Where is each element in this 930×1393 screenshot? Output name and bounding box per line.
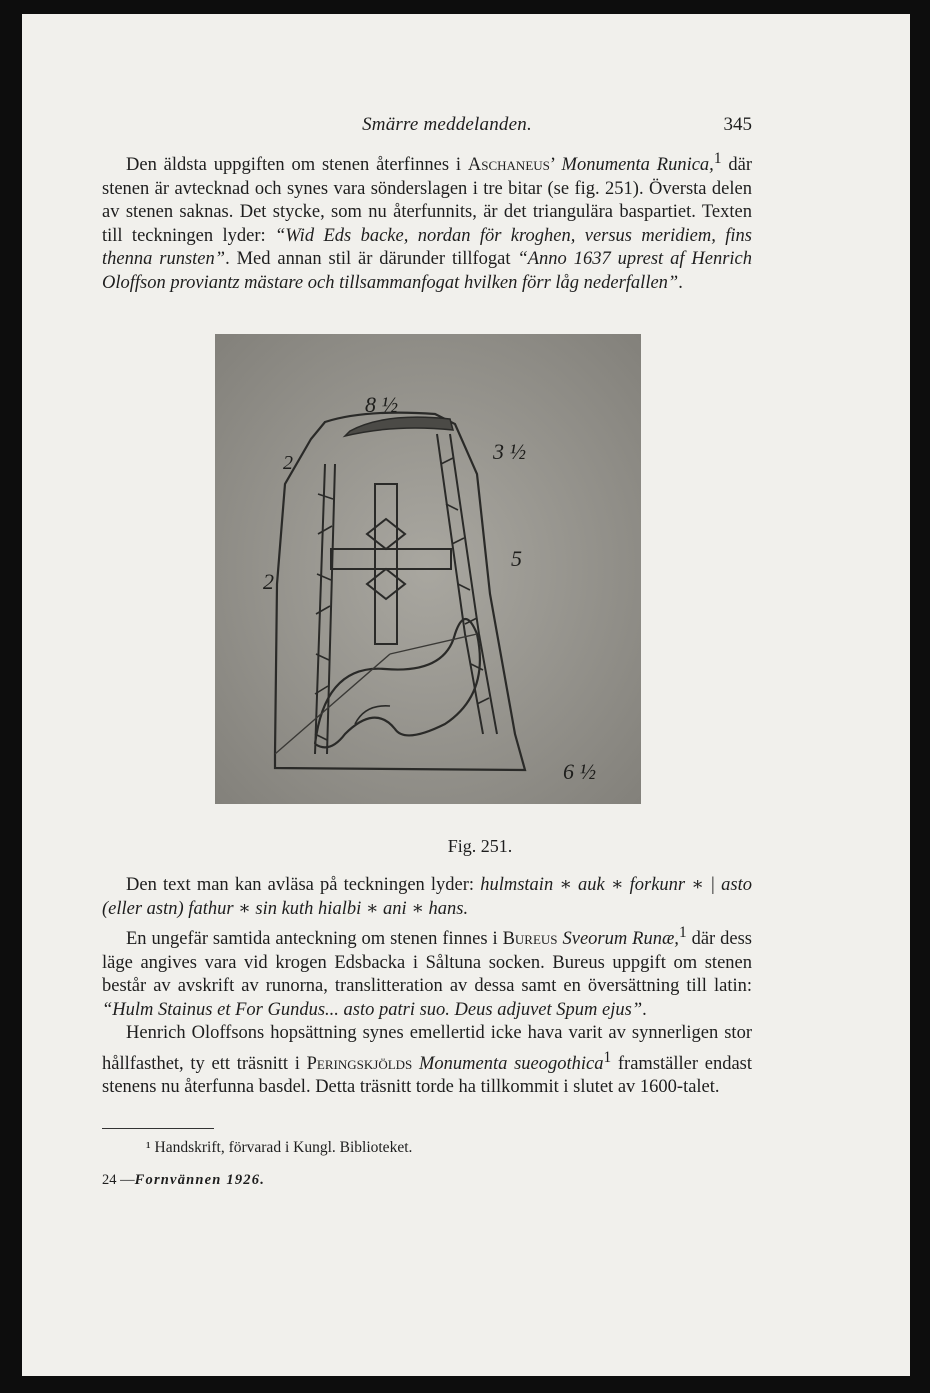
- text-run: ’: [549, 155, 562, 176]
- text-run: Den äldsta uppgiften om stenen återfinnes i: [126, 155, 468, 176]
- quotation: “Anno 1637 uprest af Henrich Oloffson proviantz mästare och tillsammanfogat hvilken förr låg nederfallen”: [102, 249, 753, 293]
- sketch-note-upper-right: 3 ½: [493, 439, 526, 464]
- latin-translation: “Hulm Stainus et For Gundus... asto patri suo. Deus adjuvet Spum ejus”: [102, 999, 643, 1020]
- paragraph-1: [102, 147, 752, 295]
- caption-text: Fig. 251.: [447, 836, 513, 856]
- text-run: Henrich Oloffsons hopsättning synes emellertid icke hava varit av synnerligen stor hållfasthet, ty ett träsnitt i: [102, 1023, 752, 1074]
- text-run: där stenen är avtecknad och synes vara sönderslagen i tre bitar (se fig. 251). Översta delen av stenen saknas. Det stycke, som nu återfunnits, är det triangulära baspartiet. Texten till teckningen lyder:: [102, 155, 752, 246]
- footnote-ref: 1: [713, 150, 722, 167]
- sketch-note-left-middle: 2: [263, 569, 274, 594]
- sketch-note-left-upper: 2: [283, 452, 293, 474]
- rune-transliteration: hulmstain ∗ auk ∗ forkunr ∗ | asto (eller astn) fathur ∗ sin kuth hialbi ∗ ani ∗ hans.: [102, 875, 753, 919]
- footnote: [146, 1139, 412, 1157]
- page-number: 345: [723, 114, 752, 135]
- printer-signature: [102, 1172, 265, 1189]
- figure-caption: [22, 836, 910, 857]
- journal-name: Fornvännen 1926.: [134, 1172, 266, 1188]
- work-title: Sveorum Runæ,: [562, 929, 679, 950]
- footnote-ref: 1: [678, 924, 687, 941]
- sheet-number: 24 —: [102, 1172, 135, 1188]
- footnote-mark: ¹: [146, 1139, 151, 1156]
- book-page: [22, 14, 910, 1376]
- paragraph-2: [102, 874, 752, 1100]
- text-run: där dess läge angives vara vid krogen Edsbacka i Såltuna socken. Bureus uppgift om stenen består av avskrift av runorna, translitteration av dessa samt en översättning till latin:: [102, 929, 753, 997]
- footnote-text: Handskrift, förvarad i Kungl. Biblioteket.: [154, 1139, 413, 1156]
- text-run: .: [642, 999, 647, 1020]
- author-name: Aschaneus: [467, 155, 550, 176]
- running-title: Smärre meddelanden.: [362, 114, 532, 135]
- footnote-divider: [102, 1128, 214, 1129]
- text-run: .: [678, 272, 683, 293]
- text-run: En ungefär samtida anteckning om stenen finnes i: [126, 929, 503, 950]
- work-title: Monumenta sueogothica: [419, 1053, 604, 1074]
- sketch-image: [215, 334, 641, 804]
- text-run: . Med annan stil är därunder tillfogat: [225, 249, 518, 270]
- quotation: “Wid Eds backe, nordan för kroghen, versus meridiem, fins thenna runsten”: [102, 225, 752, 270]
- runestone-drawing: [215, 334, 641, 804]
- sketch-note-middle-right: 5: [511, 546, 522, 571]
- work-title: Monumenta Runica,: [561, 155, 714, 176]
- page-header: [102, 114, 752, 144]
- sketch-note-bottom-right: 6 ½: [563, 759, 596, 784]
- sketch-note-top: 8 ½: [365, 392, 398, 417]
- text-run: framställer endast stenens nu återfunna basdel. Detta träsnitt torde ha tillkommit i slutet av 1600-talet.: [102, 1053, 752, 1098]
- author-name: Peringskjölds: [306, 1053, 413, 1074]
- author-name: Bureus: [502, 929, 558, 950]
- footnote-ref: 1: [603, 1048, 612, 1066]
- text-run: Den text man kan avläsa på teckningen lyder:: [126, 875, 481, 895]
